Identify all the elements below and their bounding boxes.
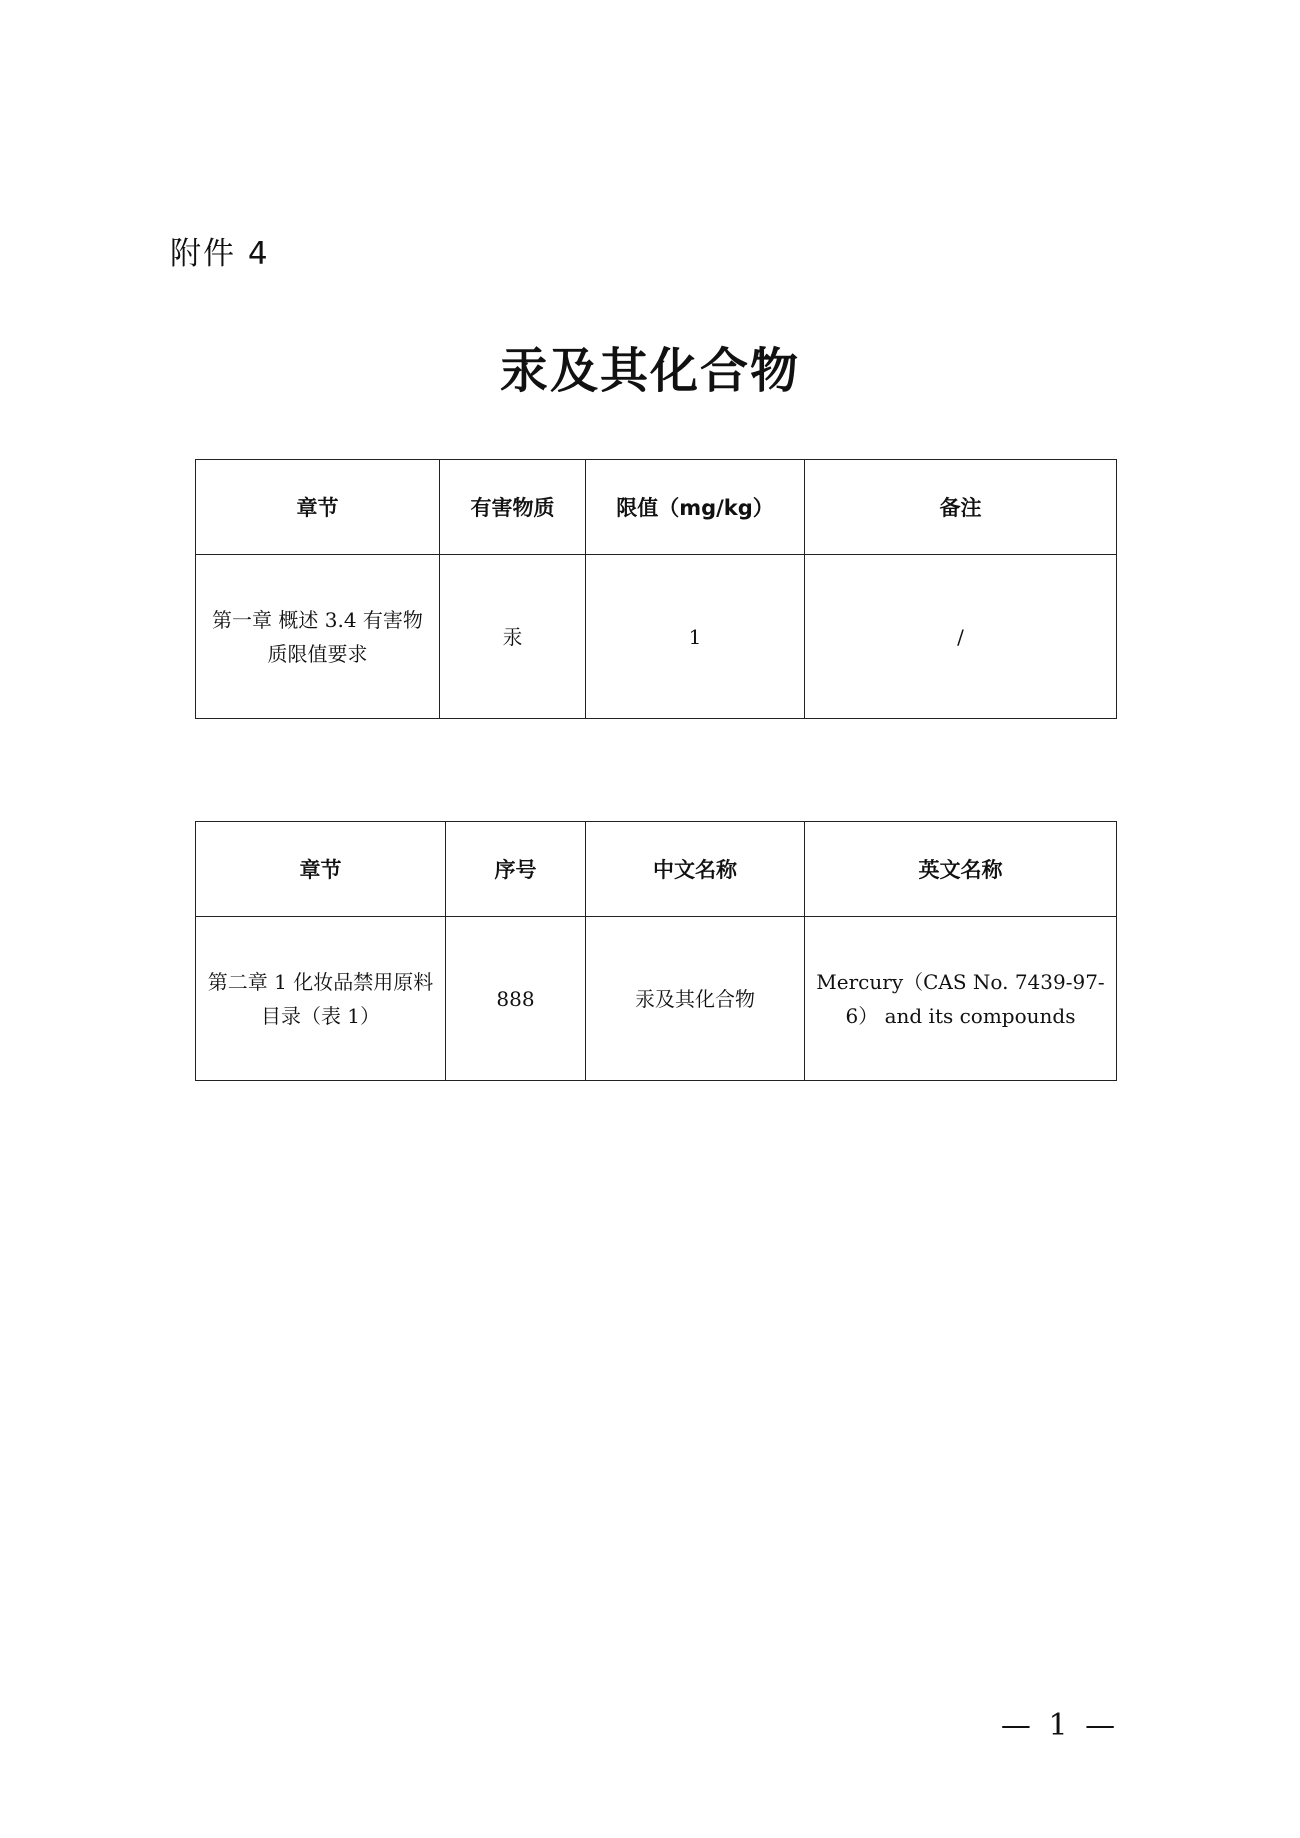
cell-remark: / xyxy=(805,555,1117,719)
cell-english-name: Mercury（CAS No. 7439-97-6） and its compounds xyxy=(805,917,1117,1081)
table-row xyxy=(196,555,1117,719)
cell-chapter: 第一章 概述 3.4 有害物质限值要求 xyxy=(196,555,440,719)
cell-serial: 888 xyxy=(446,917,586,1081)
column-header-english-name: 英文名称 xyxy=(805,822,1117,917)
column-header-chapter: 章节 xyxy=(196,460,440,555)
cell-limit: 1 xyxy=(586,555,805,719)
column-header-remark: 备注 xyxy=(805,460,1117,555)
table-row xyxy=(196,917,1117,1081)
column-header-chapter: 章节 xyxy=(196,822,446,917)
column-header-serial: 序号 xyxy=(446,822,586,917)
column-header-limit: 限值（mg/kg） xyxy=(586,460,805,555)
table-header-row xyxy=(196,822,1117,917)
attachment-label: 附件 4 xyxy=(170,236,270,272)
column-header-chinese-name: 中文名称 xyxy=(586,822,805,917)
column-header-substance: 有害物质 xyxy=(440,460,586,555)
document-title: 汞及其化合物 xyxy=(499,343,800,399)
page-number: — 1 — xyxy=(1000,1708,1120,1743)
cell-substance: 汞 xyxy=(440,555,586,719)
cell-chinese-name: 汞及其化合物 xyxy=(586,917,805,1081)
hazardous-substance-limit-table xyxy=(195,459,1117,719)
cell-chapter: 第二章 1 化妆品禁用原料目录（表 1） xyxy=(196,917,446,1081)
table-header-row xyxy=(196,460,1117,555)
banned-ingredients-table xyxy=(195,821,1117,1081)
